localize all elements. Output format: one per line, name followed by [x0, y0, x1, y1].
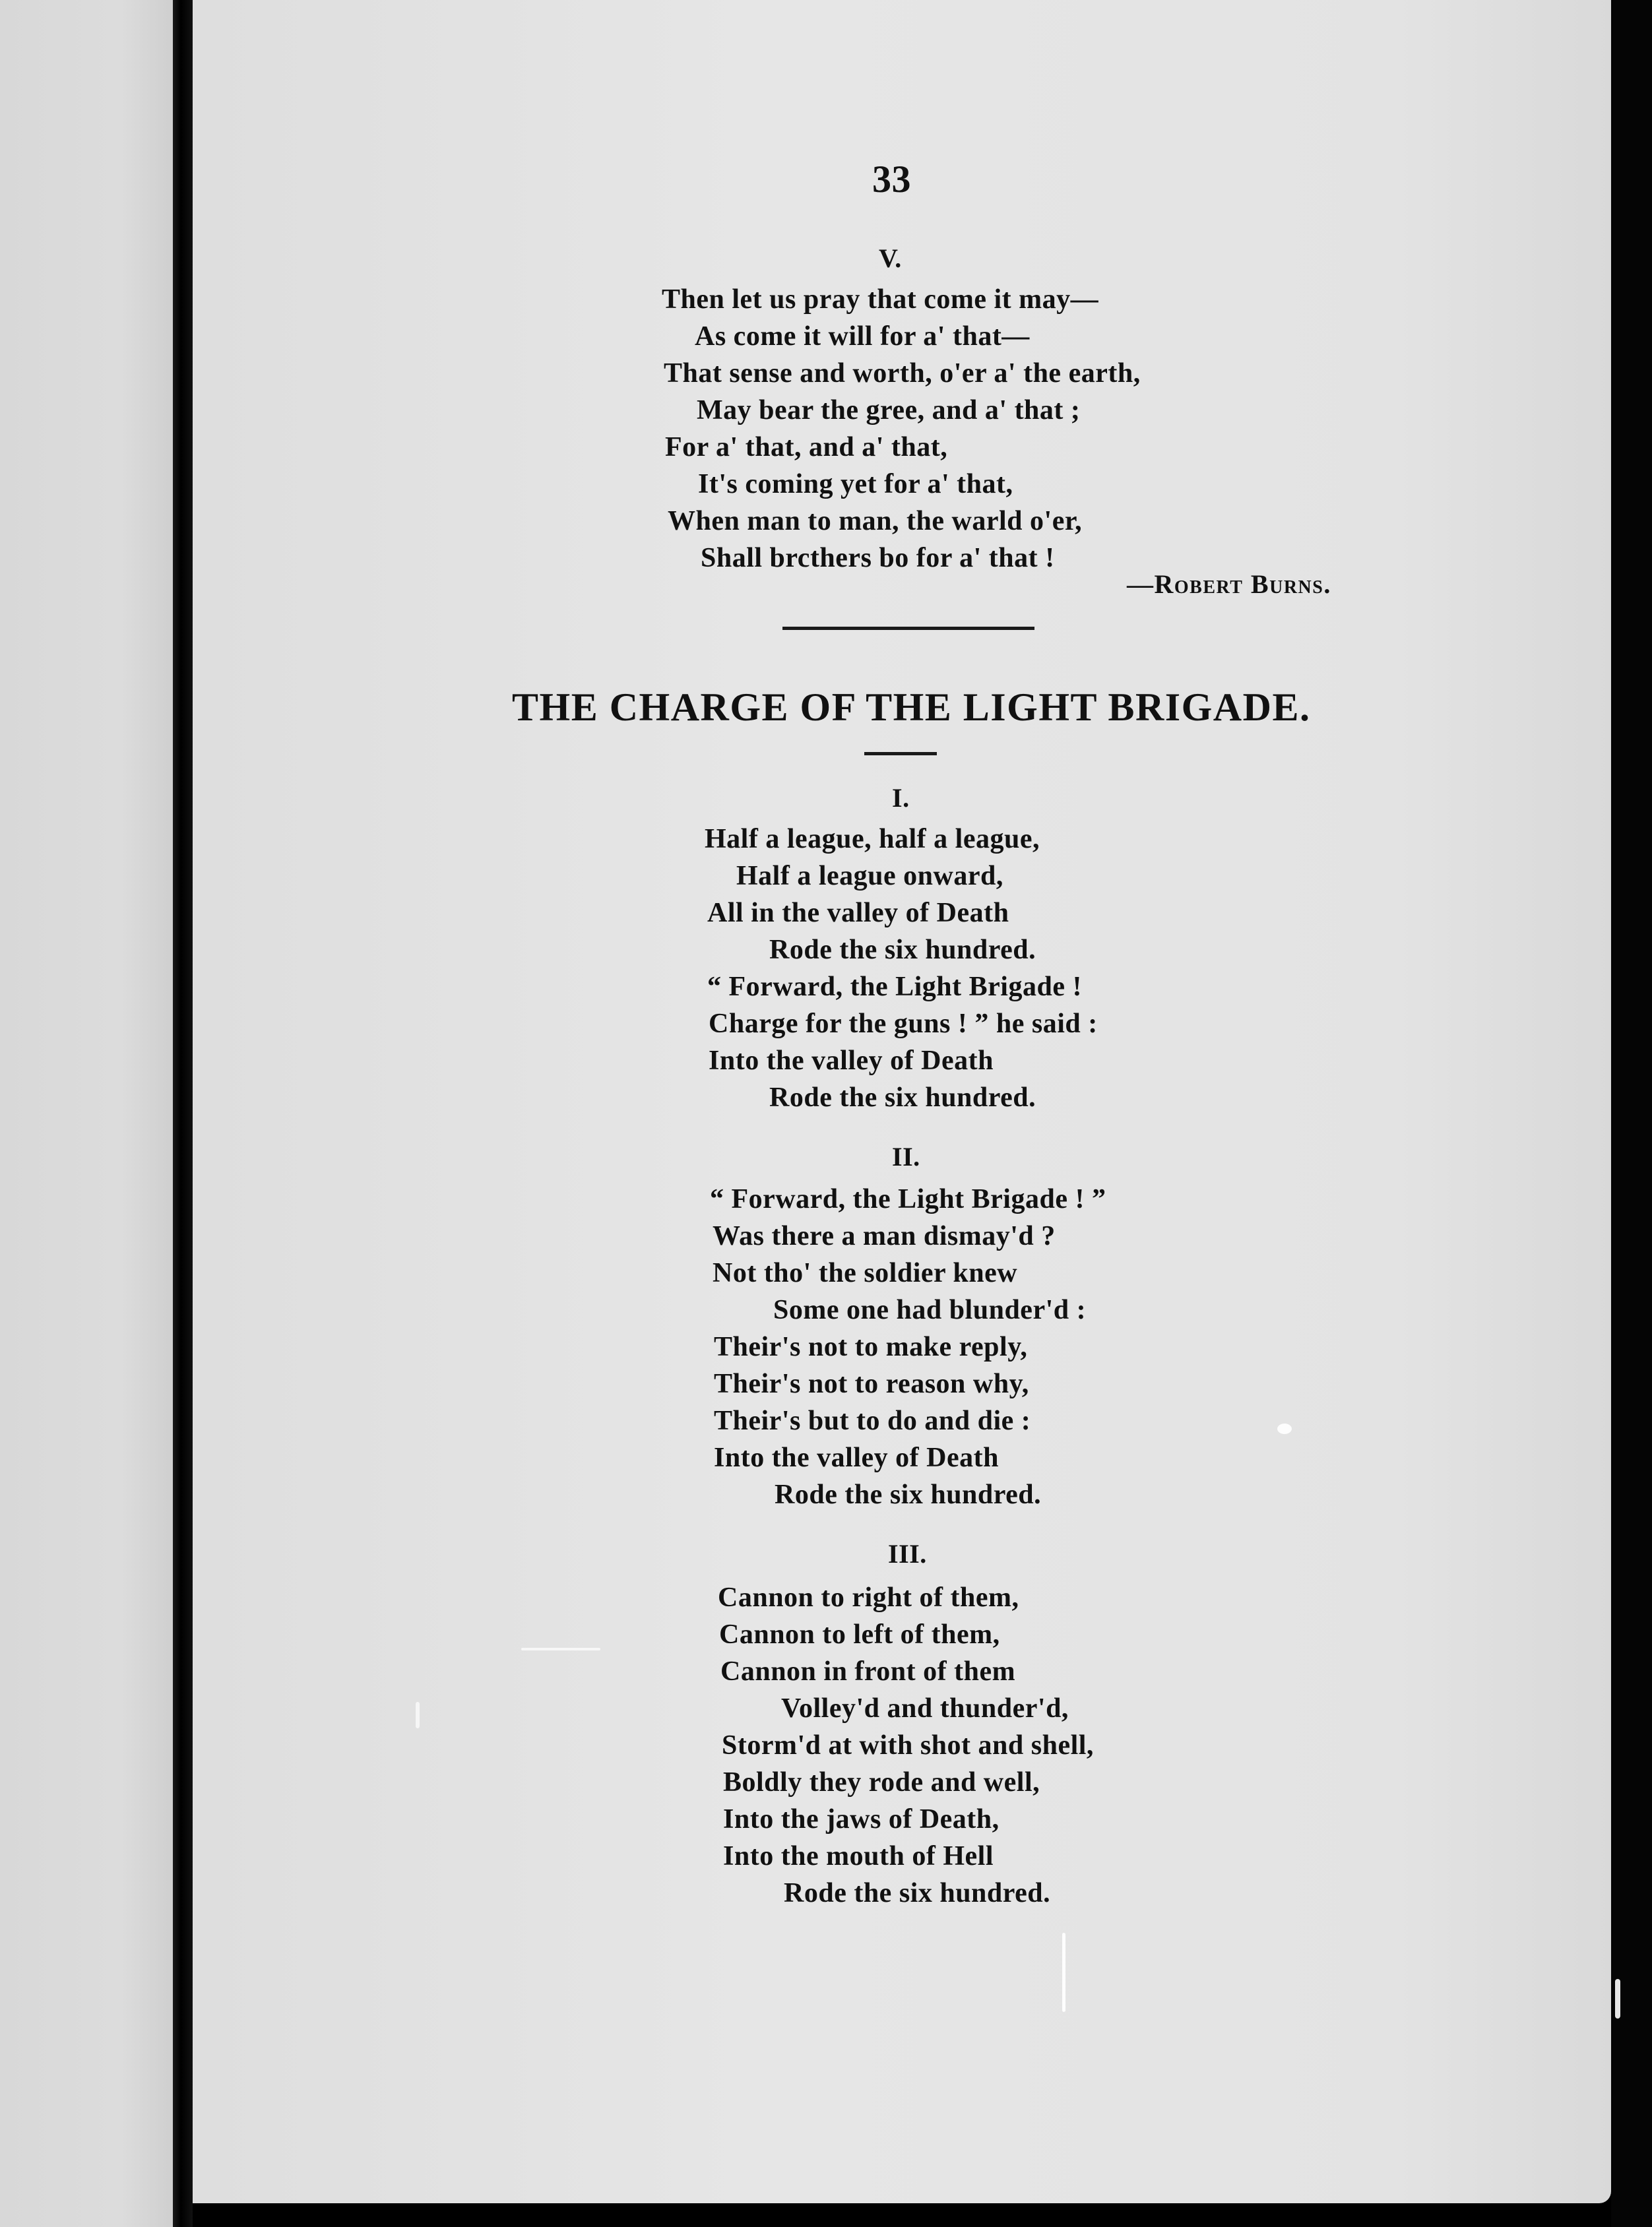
verse-line: Their's not to reason why,	[714, 1369, 1029, 1399]
verse-line: Into the valley of Death	[709, 1046, 994, 1076]
verse-line: Storm'd at with shot and shell,	[722, 1730, 1094, 1761]
verse-line: Rode the six hundred.	[784, 1878, 1051, 1908]
stanza-label: V.	[879, 243, 902, 273]
verse-line: Charge for the guns ! ” he said :	[709, 1009, 1098, 1039]
verse-line: Boldly they rode and well,	[723, 1767, 1040, 1798]
verse-line: That sense and worth, o'er a' the earth,	[664, 358, 1141, 389]
verse-line: “ Forward, the Light Brigade ! ”	[710, 1184, 1106, 1214]
verse-line: “ Forward, the Light Brigade !	[707, 972, 1082, 1002]
book-gutter	[173, 0, 193, 2227]
title-rule	[864, 752, 937, 755]
verse-line: Some one had blunder'd :	[773, 1295, 1087, 1325]
verse-line: All in the valley of Death	[707, 898, 1009, 928]
dust-speck	[1062, 1933, 1065, 2012]
stanza-label: II.	[892, 1142, 920, 1172]
verse-line: Then let us pray that come it may—	[662, 284, 1099, 315]
dust-speck	[1277, 1424, 1292, 1434]
verse-line: Not tho' the soldier knew	[713, 1258, 1018, 1288]
stanza-label: III.	[888, 1539, 927, 1569]
verse-line: For a' that, and a' that,	[665, 432, 948, 462]
scan-border	[1611, 0, 1652, 2227]
verse-line: Rode the six hundred.	[769, 935, 1036, 965]
verse-line: When man to man, the warld o'er,	[668, 506, 1083, 536]
verse-line: Half a league, half a league,	[705, 824, 1040, 854]
verse-line: Was there a man dismay'd ?	[713, 1221, 1056, 1251]
dust-speck	[1615, 1979, 1620, 2019]
verse-line: Rode the six hundred.	[769, 1082, 1036, 1113]
dust-speck	[521, 1648, 600, 1650]
verse-line: It's coming yet for a' that,	[698, 469, 1013, 499]
verse-line: Into the valley of Death	[714, 1443, 999, 1473]
attribution: —Robert Burns.	[1127, 569, 1331, 599]
verse-line: Their's but to do and die :	[714, 1406, 1031, 1436]
verse-line: As come it will for a' that—	[695, 321, 1030, 352]
verse-line: Rode the six hundred.	[775, 1480, 1042, 1510]
verse-line: Their's not to make reply,	[714, 1332, 1028, 1362]
section-divider	[782, 627, 1034, 630]
verse-line: Into the jaws of Death,	[723, 1804, 1000, 1835]
verse-line: Shall brcthers bo for a' that !	[701, 543, 1055, 573]
left-page	[0, 0, 173, 2227]
stanza-label: I.	[892, 783, 910, 813]
page-number: 33	[872, 158, 911, 201]
verse-line: Cannon to left of them,	[719, 1619, 1000, 1650]
verse-line: Cannon in front of them	[720, 1656, 1016, 1687]
verse-line: Cannon to right of them,	[718, 1583, 1019, 1613]
dust-speck	[416, 1702, 420, 1728]
verse-line: Into the mouth of Hell	[723, 1841, 994, 1871]
poem-title: THE CHARGE OF THE LIGHT BRIGADE.	[512, 685, 1311, 729]
verse-line: Volley'd and thunder'd,	[781, 1693, 1069, 1724]
verse-line: Half a league onward,	[736, 861, 1003, 891]
verse-line: May bear the gree, and a' that ;	[697, 395, 1081, 425]
